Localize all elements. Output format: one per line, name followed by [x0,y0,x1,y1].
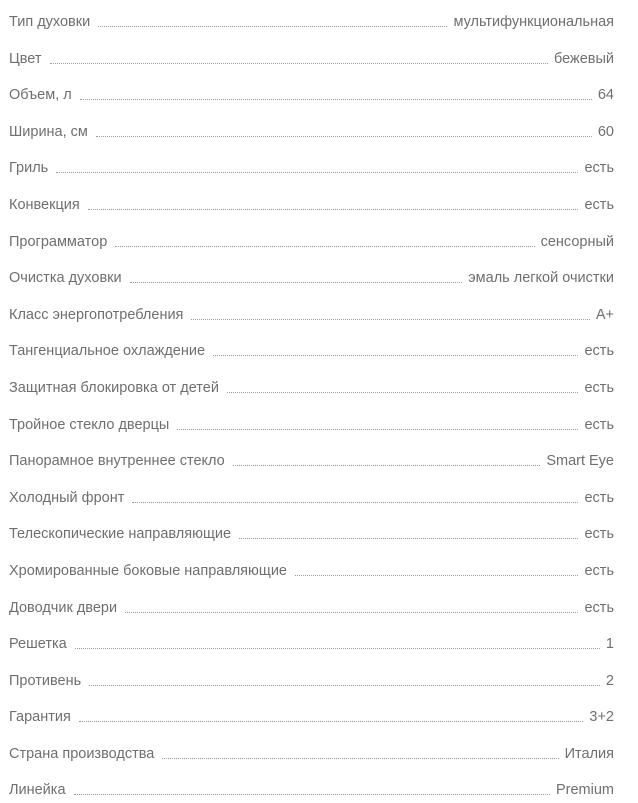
spec-row [0,653,638,690]
dot-leader [132,501,578,503]
spec-value: Premium [555,782,614,799]
spec-name: Тип духовки [9,14,91,30]
spec-row [0,580,638,617]
spec-name: Программатор [9,233,108,250]
dot-leader [98,25,447,27]
spec-row [0,434,638,471]
spec-value: Smart Eye [546,453,614,470]
dot-leader [115,245,534,247]
spec-value: есть [584,160,614,177]
spec-name: Класс энергопотребления [9,306,184,323]
spec-value: есть [584,599,614,616]
spec-name: Холодный фронт [9,489,125,506]
spec-row [0,9,638,31]
spec-name: Тройное стекло дверцы [9,416,170,433]
spec-value: есть [584,416,614,433]
spec-row [0,287,638,324]
dot-leader [227,391,579,393]
spec-name: Страна производства [9,745,155,762]
spec-row [0,470,638,507]
spec-name: Защитная блокировка от детей [9,379,219,396]
spec-row [0,507,638,544]
dot-leader [162,757,558,759]
spec-row [0,31,638,68]
dot-leader [50,62,548,64]
spec-row [0,726,638,763]
dot-leader [75,647,600,649]
spec-value: есть [584,562,614,579]
dot-leader [130,281,463,283]
spec-value: есть [584,489,614,506]
dot-leader [88,208,579,210]
spec-name: Доводчик двери [9,599,118,616]
spec-row [0,690,638,727]
dot-leader [56,171,578,173]
spec-value: мультифункциональная [453,14,614,30]
spec-name: Объем, л [9,87,72,104]
spec-value: сенсорный [540,233,614,250]
spec-row [0,251,638,288]
spec-value: 1 [605,636,614,653]
dot-leader [125,611,578,613]
spec-name: Цвет [9,50,42,67]
dot-leader [191,318,589,320]
spec-name: Тангенциальное охлаждение [9,343,206,360]
spec-row [0,397,638,434]
spec-name: Решетка [9,636,67,653]
spec-value: Италия [564,745,614,762]
spec-name: Телескопические направляющие [9,526,232,543]
spec-name: Панорамное внутреннее стекло [9,453,225,470]
spec-value: 64 [597,87,614,104]
spec-row [0,68,638,105]
dot-leader [239,537,578,539]
spec-value: 60 [597,123,614,140]
spec-name: Очистка духовки [9,270,122,287]
dot-leader [177,428,578,430]
spec-value: есть [584,379,614,396]
spec-value: есть [584,343,614,360]
spec-value: бежевый [553,50,614,67]
dot-leader [213,354,578,356]
dot-leader [96,135,592,137]
spec-value: есть [584,526,614,543]
dot-leader [233,464,541,466]
spec-name: Гарантия [9,709,71,726]
spec-row [0,763,638,800]
spec-name: Противень [9,672,82,689]
spec-value: 2 [605,672,614,689]
dot-leader [80,98,592,100]
dot-leader [89,684,600,686]
spec-row [0,543,638,580]
spec-value: эмаль легкой очистки [468,270,614,287]
spec-value: есть [584,196,614,213]
spec-row [0,141,638,178]
spec-row [0,617,638,654]
dot-leader [295,574,578,576]
spec-name: Хромированные боковые направляющие [9,562,287,579]
spec-row [0,214,638,251]
spec-row [0,360,638,397]
spec-name: Конвекция [9,196,80,213]
dot-leader [74,793,550,795]
spec-value: A+ [595,306,614,323]
spec-value: 3+2 [589,709,614,726]
spec-name: Линейка [9,782,66,799]
spec-row [0,104,638,141]
spec-name: Гриль [9,160,49,177]
spec-name: Ширина, см [9,123,88,140]
spec-row [0,177,638,214]
dot-leader [79,720,584,722]
spec-row [0,324,638,361]
